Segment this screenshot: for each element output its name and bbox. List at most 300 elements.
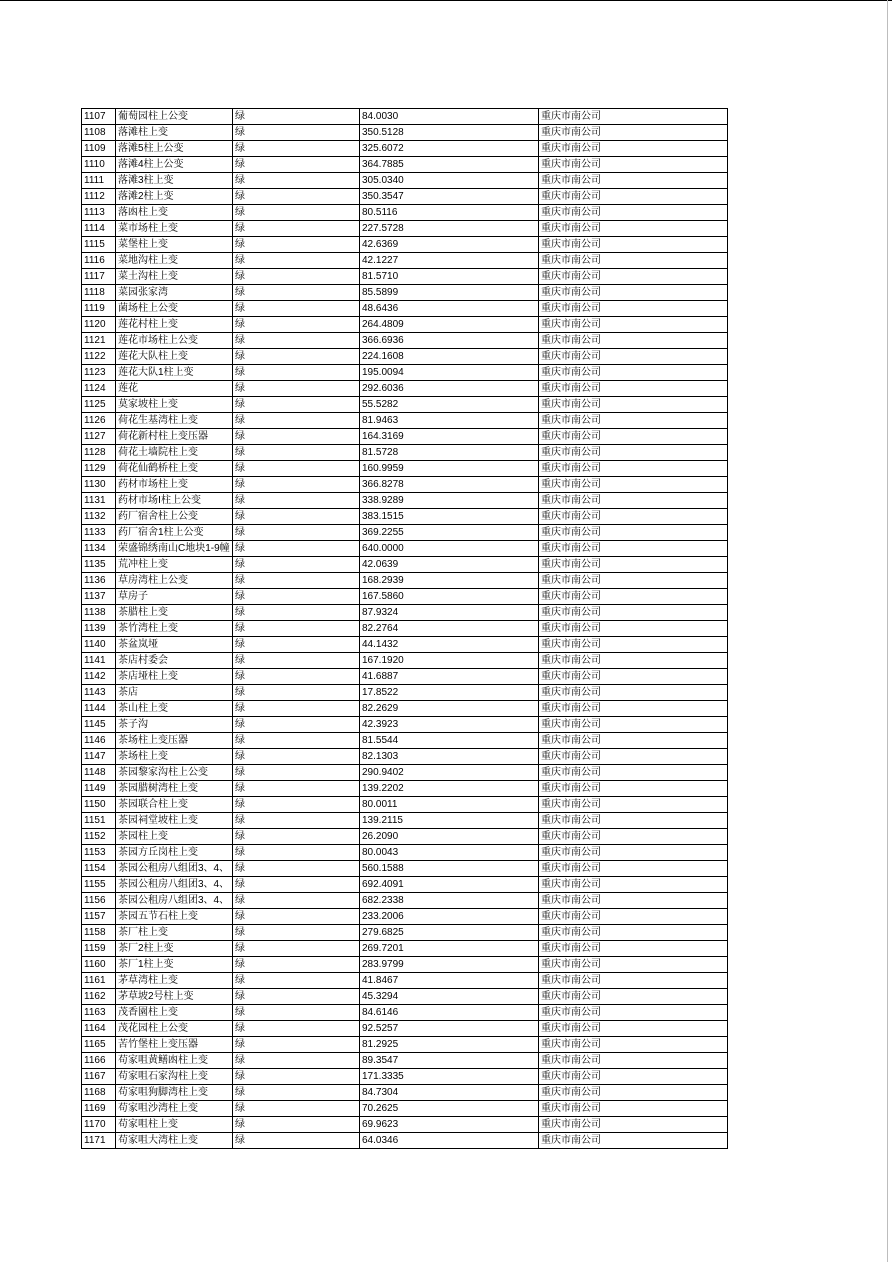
cell-status: 绿: [233, 909, 360, 925]
cell-status: 绿: [233, 925, 360, 941]
cell-station-name: 茶园五节石柱上变: [116, 909, 233, 925]
cell-station-name: 茅草湾柱上变: [116, 973, 233, 989]
cell-capacity: 81.9463: [360, 413, 539, 429]
cell-status: 绿: [233, 205, 360, 221]
cell-status: 绿: [233, 589, 360, 605]
table-row: [82, 653, 728, 669]
cell-status: 绿: [233, 1005, 360, 1021]
cell-index: 1114: [82, 221, 116, 237]
cell-capacity: 42.0639: [360, 557, 539, 573]
cell-capacity: 195.0094: [360, 365, 539, 381]
cell-company: 重庆市南公司: [539, 813, 728, 829]
table-row: [82, 829, 728, 845]
cell-index: 1127: [82, 429, 116, 445]
cell-index: 1125: [82, 397, 116, 413]
table-row: [82, 989, 728, 1005]
cell-company: 重庆市南公司: [539, 765, 728, 781]
table-row: [82, 1021, 728, 1037]
cell-company: 重庆市南公司: [539, 829, 728, 845]
cell-index: 1143: [82, 685, 116, 701]
cell-index: 1112: [82, 189, 116, 205]
table-row: [82, 973, 728, 989]
cell-capacity: 84.0030: [360, 109, 539, 125]
cell-index: 1116: [82, 253, 116, 269]
cell-station-name: 茶盆岚垭: [116, 637, 233, 653]
cell-index: 1111: [82, 173, 116, 189]
cell-index: 1130: [82, 477, 116, 493]
cell-station-name: 茶厂柱上变: [116, 925, 233, 941]
cell-capacity: 350.5128: [360, 125, 539, 141]
transformer-capacity-table: [81, 108, 728, 1149]
table-row: [82, 461, 728, 477]
cell-station-name: 苟家咀狗脚湾柱上变: [116, 1085, 233, 1101]
cell-status: 绿: [233, 749, 360, 765]
cell-company: 重庆市南公司: [539, 877, 728, 893]
table-row: [82, 269, 728, 285]
cell-station-name: 茶园公租房八组团3、4、: [116, 861, 233, 877]
cell-company: 重庆市南公司: [539, 205, 728, 221]
cell-status: 绿: [233, 797, 360, 813]
cell-station-name: 茶腊柱上变: [116, 605, 233, 621]
cell-index: 1141: [82, 653, 116, 669]
cell-index: 1144: [82, 701, 116, 717]
cell-station-name: 药厂宿舍柱上公变: [116, 509, 233, 525]
cell-company: 重庆市南公司: [539, 573, 728, 589]
cell-company: 重庆市南公司: [539, 317, 728, 333]
cell-index: 1170: [82, 1117, 116, 1133]
cell-capacity: 269.7201: [360, 941, 539, 957]
cell-status: 绿: [233, 1117, 360, 1133]
cell-station-name: 落滩4柱上公变: [116, 157, 233, 173]
cell-capacity: 81.5710: [360, 269, 539, 285]
cell-company: 重庆市南公司: [539, 349, 728, 365]
cell-company: 重庆市南公司: [539, 1101, 728, 1117]
cell-status: 绿: [233, 157, 360, 173]
cell-station-name: 茶园方丘岗柱上变: [116, 845, 233, 861]
table-row: [82, 957, 728, 973]
cell-company: 重庆市南公司: [539, 621, 728, 637]
cell-station-name: 荷花仙鹤桥柱上变: [116, 461, 233, 477]
cell-company: 重庆市南公司: [539, 285, 728, 301]
table-row: [82, 781, 728, 797]
cell-index: 1152: [82, 829, 116, 845]
cell-status: 绿: [233, 957, 360, 973]
cell-status: 绿: [233, 637, 360, 653]
table-row: [82, 141, 728, 157]
cell-station-name: 茶店垭柱上变: [116, 669, 233, 685]
cell-capacity: 279.6825: [360, 925, 539, 941]
cell-station-name: 荣盛锦绣南山C地块1-9幢: [116, 541, 233, 557]
cell-capacity: 84.7304: [360, 1085, 539, 1101]
cell-status: 绿: [233, 1069, 360, 1085]
cell-status: 绿: [233, 493, 360, 509]
cell-status: 绿: [233, 125, 360, 141]
cell-company: 重庆市南公司: [539, 125, 728, 141]
table-row: [82, 509, 728, 525]
cell-index: 1151: [82, 813, 116, 829]
cell-station-name: 落滩2柱上变: [116, 189, 233, 205]
cell-status: 绿: [233, 829, 360, 845]
cell-station-name: 菜土沟柱上变: [116, 269, 233, 285]
cell-company: 重庆市南公司: [539, 173, 728, 189]
cell-index: 1139: [82, 621, 116, 637]
cell-status: 绿: [233, 509, 360, 525]
cell-index: 1165: [82, 1037, 116, 1053]
cell-capacity: 305.0340: [360, 173, 539, 189]
cell-station-name: 茶场柱上变压器: [116, 733, 233, 749]
cell-status: 绿: [233, 1037, 360, 1053]
cell-capacity: 692.4091: [360, 877, 539, 893]
cell-index: 1129: [82, 461, 116, 477]
table-row: [82, 749, 728, 765]
cell-company: 重庆市南公司: [539, 893, 728, 909]
cell-status: 绿: [233, 109, 360, 125]
cell-company: 重庆市南公司: [539, 845, 728, 861]
cell-capacity: 85.5899: [360, 285, 539, 301]
cell-station-name: 茶园公租房八组团3、4、: [116, 893, 233, 909]
cell-station-name: 荷花土墙院柱上变: [116, 445, 233, 461]
cell-capacity: 81.5544: [360, 733, 539, 749]
cell-status: 绿: [233, 253, 360, 269]
cell-station-name: 荒冲柱上变: [116, 557, 233, 573]
cell-capacity: 82.1303: [360, 749, 539, 765]
cell-capacity: 167.5860: [360, 589, 539, 605]
cell-station-name: 落滩柱上变: [116, 125, 233, 141]
cell-status: 绿: [233, 893, 360, 909]
cell-capacity: 42.1227: [360, 253, 539, 269]
cell-index: 1133: [82, 525, 116, 541]
cell-company: 重庆市南公司: [539, 189, 728, 205]
cell-capacity: 84.6146: [360, 1005, 539, 1021]
cell-station-name: 苦竹堡柱上变压器: [116, 1037, 233, 1053]
table-row: [82, 381, 728, 397]
cell-company: 重庆市南公司: [539, 365, 728, 381]
cell-status: 绿: [233, 365, 360, 381]
cell-index: 1108: [82, 125, 116, 141]
cell-station-name: 茶园柱上变: [116, 829, 233, 845]
cell-station-name: 茶厂1柱上变: [116, 957, 233, 973]
cell-company: 重庆市南公司: [539, 445, 728, 461]
cell-station-name: 葡萄园柱上公变: [116, 109, 233, 125]
cell-capacity: 640.0000: [360, 541, 539, 557]
table-row: [82, 477, 728, 493]
cell-station-name: 莲花: [116, 381, 233, 397]
cell-station-name: 药材市场Ⅰ柱上公变: [116, 493, 233, 509]
table-row: [82, 685, 728, 701]
cell-capacity: 366.8278: [360, 477, 539, 493]
cell-index: 1131: [82, 493, 116, 509]
cell-index: 1138: [82, 605, 116, 621]
cell-status: 绿: [233, 541, 360, 557]
cell-status: 绿: [233, 877, 360, 893]
cell-company: 重庆市南公司: [539, 861, 728, 877]
cell-station-name: 落滩5柱上公变: [116, 141, 233, 157]
cell-station-name: 苟家咀沙湾柱上变: [116, 1101, 233, 1117]
cell-index: 1159: [82, 941, 116, 957]
cell-station-name: 草房子: [116, 589, 233, 605]
cell-status: 绿: [233, 445, 360, 461]
cell-index: 1122: [82, 349, 116, 365]
cell-status: 绿: [233, 733, 360, 749]
cell-station-name: 药材市场柱上变: [116, 477, 233, 493]
table-row: [82, 525, 728, 541]
cell-station-name: 落滩3柱上变: [116, 173, 233, 189]
table-row: [82, 1101, 728, 1117]
cell-capacity: 560.1588: [360, 861, 539, 877]
cell-status: 绿: [233, 301, 360, 317]
table-row: [82, 941, 728, 957]
cell-company: 重庆市南公司: [539, 333, 728, 349]
cell-status: 绿: [233, 237, 360, 253]
cell-station-name: 莲花大队柱上变: [116, 349, 233, 365]
cell-company: 重庆市南公司: [539, 701, 728, 717]
table-row: [82, 221, 728, 237]
cell-status: 绿: [233, 285, 360, 301]
table-row: [82, 237, 728, 253]
cell-index: 1158: [82, 925, 116, 941]
cell-status: 绿: [233, 1101, 360, 1117]
cell-capacity: 41.6887: [360, 669, 539, 685]
cell-company: 重庆市南公司: [539, 141, 728, 157]
cell-status: 绿: [233, 221, 360, 237]
cell-station-name: 茶园黎家沟柱上公变: [116, 765, 233, 781]
cell-status: 绿: [233, 605, 360, 621]
cell-company: 重庆市南公司: [539, 525, 728, 541]
table-row: [82, 301, 728, 317]
cell-station-name: 苟家咀石家沟柱上变: [116, 1069, 233, 1085]
cell-status: 绿: [233, 525, 360, 541]
table-row: [82, 1117, 728, 1133]
cell-company: 重庆市南公司: [539, 461, 728, 477]
cell-index: 1153: [82, 845, 116, 861]
table-row: [82, 557, 728, 573]
cell-index: 1128: [82, 445, 116, 461]
cell-index: 1132: [82, 509, 116, 525]
page-right-edge: [887, 0, 888, 1262]
cell-station-name: 茶园祠堂坡柱上变: [116, 813, 233, 829]
cell-company: 重庆市南公司: [539, 685, 728, 701]
cell-capacity: 383.1515: [360, 509, 539, 525]
cell-index: 1136: [82, 573, 116, 589]
cell-status: 绿: [233, 413, 360, 429]
table-row: [82, 925, 728, 941]
cell-company: 重庆市南公司: [539, 397, 728, 413]
cell-status: 绿: [233, 813, 360, 829]
cell-company: 重庆市南公司: [539, 957, 728, 973]
cell-company: 重庆市南公司: [539, 1005, 728, 1021]
table-row: [82, 397, 728, 413]
table-row: [82, 1069, 728, 1085]
cell-company: 重庆市南公司: [539, 989, 728, 1005]
cell-capacity: 82.2764: [360, 621, 539, 637]
cell-index: 1119: [82, 301, 116, 317]
cell-company: 重庆市南公司: [539, 605, 728, 621]
cell-status: 绿: [233, 461, 360, 477]
cell-status: 绿: [233, 861, 360, 877]
table-row: [82, 333, 728, 349]
table-row: [82, 637, 728, 653]
cell-status: 绿: [233, 1133, 360, 1149]
table-row: [82, 813, 728, 829]
cell-company: 重庆市南公司: [539, 253, 728, 269]
cell-capacity: 164.3169: [360, 429, 539, 445]
table-row: [82, 909, 728, 925]
cell-capacity: 338.9289: [360, 493, 539, 509]
cell-station-name: 荷花新村柱上变压器: [116, 429, 233, 445]
cell-station-name: 菜堡柱上变: [116, 237, 233, 253]
cell-station-name: 茶园腊树湾柱上变: [116, 781, 233, 797]
cell-index: 1155: [82, 877, 116, 893]
cell-status: 绿: [233, 573, 360, 589]
cell-index: 1142: [82, 669, 116, 685]
cell-station-name: 茶店村委会: [116, 653, 233, 669]
cell-company: 重庆市南公司: [539, 781, 728, 797]
cell-index: 1162: [82, 989, 116, 1005]
cell-station-name: 茅草坡2号柱上变: [116, 989, 233, 1005]
table-row: [82, 541, 728, 557]
cell-index: 1164: [82, 1021, 116, 1037]
cell-company: 重庆市南公司: [539, 509, 728, 525]
cell-status: 绿: [233, 349, 360, 365]
table-row: [82, 845, 728, 861]
table-row: [82, 1085, 728, 1101]
cell-index: 1148: [82, 765, 116, 781]
cell-capacity: 55.5282: [360, 397, 539, 413]
cell-station-name: 落凼柱上变: [116, 205, 233, 221]
table-row: [82, 1005, 728, 1021]
cell-capacity: 171.3335: [360, 1069, 539, 1085]
cell-capacity: 81.5728: [360, 445, 539, 461]
cell-capacity: 682.2338: [360, 893, 539, 909]
cell-index: 1154: [82, 861, 116, 877]
table-row: [82, 493, 728, 509]
table-row: [82, 1053, 728, 1069]
cell-status: 绿: [233, 141, 360, 157]
table-row: [82, 317, 728, 333]
cell-index: 1115: [82, 237, 116, 253]
cell-index: 1161: [82, 973, 116, 989]
cell-index: 1137: [82, 589, 116, 605]
cell-station-name: 药厂宿舍1柱上公变: [116, 525, 233, 541]
table-row: [82, 285, 728, 301]
cell-capacity: 80.0011: [360, 797, 539, 813]
cell-capacity: 227.5728: [360, 221, 539, 237]
cell-station-name: 茶园公租房八组团3、4、: [116, 877, 233, 893]
cell-status: 绿: [233, 1053, 360, 1069]
cell-index: 1150: [82, 797, 116, 813]
cell-capacity: 26.2090: [360, 829, 539, 845]
cell-company: 重庆市南公司: [539, 237, 728, 253]
cell-capacity: 292.6036: [360, 381, 539, 397]
cell-capacity: 325.6072: [360, 141, 539, 157]
table-row: [82, 173, 728, 189]
cell-station-name: 茶子沟: [116, 717, 233, 733]
cell-station-name: 茂花园柱上公变: [116, 1021, 233, 1037]
cell-status: 绿: [233, 189, 360, 205]
cell-status: 绿: [233, 973, 360, 989]
cell-company: 重庆市南公司: [539, 541, 728, 557]
cell-company: 重庆市南公司: [539, 1069, 728, 1085]
cell-capacity: 369.2255: [360, 525, 539, 541]
cell-status: 绿: [233, 621, 360, 637]
cell-index: 1134: [82, 541, 116, 557]
table-row: [82, 797, 728, 813]
cell-capacity: 290.9402: [360, 765, 539, 781]
cell-index: 1169: [82, 1101, 116, 1117]
cell-capacity: 80.0043: [360, 845, 539, 861]
cell-capacity: 70.2625: [360, 1101, 539, 1117]
cell-capacity: 17.8522: [360, 685, 539, 701]
cell-capacity: 82.2629: [360, 701, 539, 717]
cell-index: 1156: [82, 893, 116, 909]
cell-index: 1166: [82, 1053, 116, 1069]
cell-capacity: 44.1432: [360, 637, 539, 653]
table-row: [82, 1037, 728, 1053]
cell-station-name: 菜地沟柱上变: [116, 253, 233, 269]
table-row: [82, 445, 728, 461]
table-row: [82, 717, 728, 733]
cell-company: 重庆市南公司: [539, 1133, 728, 1149]
table-row: [82, 733, 728, 749]
cell-status: 绿: [233, 317, 360, 333]
cell-station-name: 苟家咀大湾柱上变: [116, 1133, 233, 1149]
cell-company: 重庆市南公司: [539, 1117, 728, 1133]
cell-company: 重庆市南公司: [539, 493, 728, 509]
cell-capacity: 233.2006: [360, 909, 539, 925]
table-row: [82, 701, 728, 717]
cell-station-name: 荷花生基湾柱上变: [116, 413, 233, 429]
cell-station-name: 茂香園柱上变: [116, 1005, 233, 1021]
cell-company: 重庆市南公司: [539, 637, 728, 653]
cell-company: 重庆市南公司: [539, 669, 728, 685]
cell-capacity: 42.3923: [360, 717, 539, 733]
cell-company: 重庆市南公司: [539, 269, 728, 285]
cell-capacity: 64.0346: [360, 1133, 539, 1149]
table-row: [82, 429, 728, 445]
cell-company: 重庆市南公司: [539, 1085, 728, 1101]
cell-capacity: 364.7885: [360, 157, 539, 173]
cell-status: 绿: [233, 781, 360, 797]
cell-status: 绿: [233, 397, 360, 413]
cell-status: 绿: [233, 653, 360, 669]
cell-station-name: 茶店: [116, 685, 233, 701]
cell-status: 绿: [233, 989, 360, 1005]
cell-station-name: 茶厂2柱上变: [116, 941, 233, 957]
table-row: [82, 253, 728, 269]
cell-company: 重庆市南公司: [539, 589, 728, 605]
cell-index: 1149: [82, 781, 116, 797]
cell-index: 1109: [82, 141, 116, 157]
page-top-border: [0, 0, 892, 1]
cell-index: 1157: [82, 909, 116, 925]
cell-status: 绿: [233, 557, 360, 573]
cell-capacity: 139.2202: [360, 781, 539, 797]
cell-status: 绿: [233, 941, 360, 957]
cell-status: 绿: [233, 701, 360, 717]
cell-capacity: 41.8467: [360, 973, 539, 989]
cell-index: 1123: [82, 365, 116, 381]
cell-capacity: 224.1608: [360, 349, 539, 365]
table-row: [82, 125, 728, 141]
cell-capacity: 167.1920: [360, 653, 539, 669]
cell-station-name: 茶园联合柱上变: [116, 797, 233, 813]
table-row: [82, 893, 728, 909]
cell-company: 重庆市南公司: [539, 157, 728, 173]
cell-station-name: 莲花市场柱上公变: [116, 333, 233, 349]
cell-index: 1121: [82, 333, 116, 349]
cell-status: 绿: [233, 845, 360, 861]
cell-capacity: 168.2939: [360, 573, 539, 589]
